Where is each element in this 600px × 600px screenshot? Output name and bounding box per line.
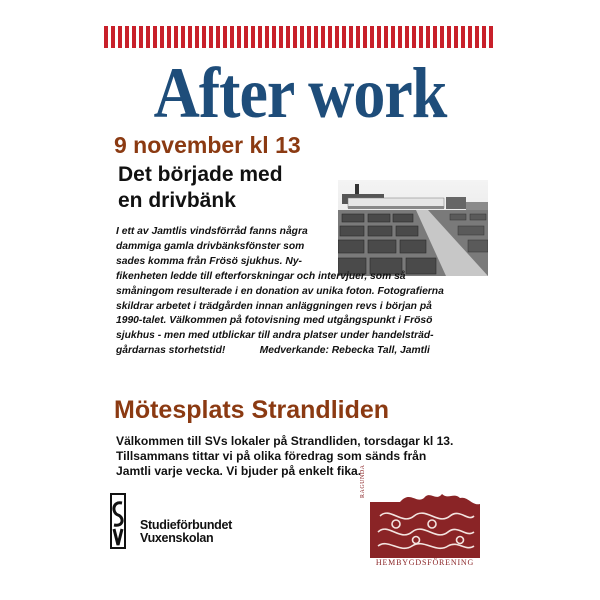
sv-name-line-1: Studieförbundet: [140, 518, 233, 532]
article-line: dammiga gamla drivbänksfönster som: [116, 240, 305, 252]
body-line: Välkommen till SVs lokaler på Strandliden, torsdagar kl 13.: [116, 434, 454, 448]
section-title: Mötesplats Strandliden: [114, 396, 390, 424]
subtitle-line-1: Det började med: [118, 163, 283, 186]
article-line: 1990-talet. Välkommen på fotovisning med utgångspunkt i Frösö: [116, 315, 433, 327]
hembygdsforening-logo: [356, 482, 486, 562]
body-line: Jamtli varje vecka. Vi bjuder på enkelt fika.: [116, 464, 362, 478]
subtitle-line-2: en drivbänk: [118, 189, 236, 212]
credit-text: Medverkande: Rebecka Tall, Jamtli: [259, 345, 430, 357]
article-line: gårdarnas storhetstid!: [116, 345, 226, 357]
article-line: sjukhus - men med utblickar till andra platser under handelsträd-: [116, 330, 434, 342]
body-line: Tillsammans tittar vi på olika föredrag som sänds från: [116, 449, 427, 463]
article-line: fikenheten ledde till efterforskningar och intervjuer, som så: [116, 270, 406, 282]
article-line: skildrar arbetet i trädgården innan anläggningen revs i början på: [116, 300, 432, 312]
hembygd-label: HEMBYGDSFÖRENING: [375, 558, 475, 567]
article-line: I ett av Jamtlis vindsförråd fanns några: [116, 226, 308, 237]
article-text: [116, 225, 498, 359]
poster-headline: After work: [153, 53, 447, 133]
article-last-line: [116, 344, 498, 359]
article-line: sades komma från Frösö sjukhus. Ny-: [116, 255, 302, 267]
sv-name-line-2: Vuxenskolan: [140, 530, 214, 545]
event-subtitle: [118, 162, 348, 214]
sv-name: [140, 519, 232, 544]
article-line: småningom resulterade i en donation av unika foton. Fotografierna: [116, 285, 444, 297]
ornament-emblem-icon: [356, 482, 486, 562]
section-body: [116, 434, 506, 479]
hembygd-side-text: RAGUNDA: [360, 464, 366, 498]
event-date: 9 november kl 13: [114, 132, 301, 158]
decorative-stripe-band: [104, 26, 496, 48]
